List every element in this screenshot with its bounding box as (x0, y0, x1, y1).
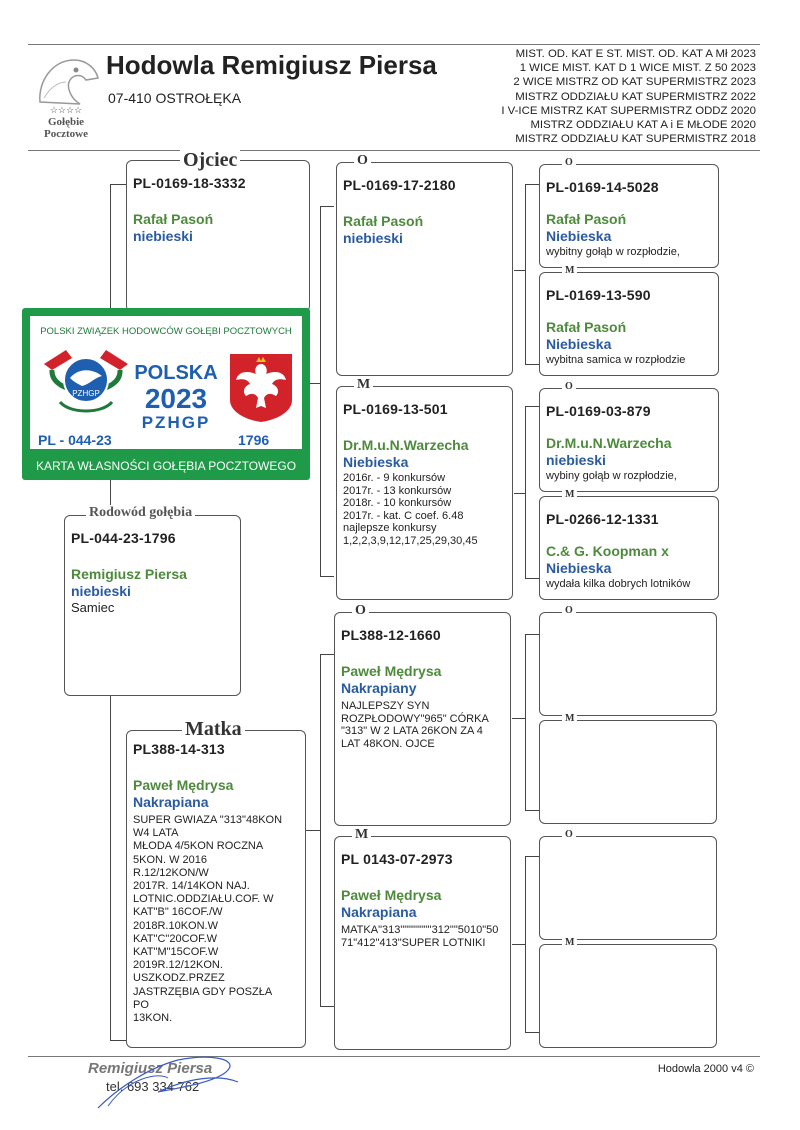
connector (514, 270, 525, 271)
card-ring-right: 1796 (238, 432, 270, 448)
mf-label: O (352, 603, 369, 619)
fmf-label: O (562, 381, 576, 392)
fmf-breeder: Dr.M.u.N.Warzecha (546, 435, 672, 451)
mmm-box (539, 944, 717, 1048)
fm-box (336, 386, 513, 600)
fff-color: Niebieska (546, 228, 612, 244)
mff-label: O (562, 605, 576, 616)
mfm-box (539, 720, 717, 824)
city: 07-410 OSTROŁĘKA (108, 90, 242, 106)
mother-box (126, 730, 306, 1048)
fm-breeder: Dr.M.u.N.Warzecha (343, 437, 469, 453)
connector (110, 184, 126, 185)
fmf-ring: PL-0169-03-879 (546, 403, 651, 419)
mm-box (334, 836, 511, 1050)
mf-breeder: Paweł Mędrysa (341, 663, 442, 679)
bird-sex: Samiec (71, 600, 115, 615)
connector-mf (525, 634, 526, 810)
note-line: 2017R. 14/14KON NAJ. (133, 880, 250, 893)
note-line: W4 LATA (133, 827, 179, 840)
note-line: 2018r. - 10 konkursów (343, 497, 452, 509)
note-line: 2017r. - kat. C coef. 6.48 (343, 509, 464, 522)
fmm-ring: PL-0266-12-1331 (546, 511, 659, 527)
connector (525, 634, 539, 635)
fm-ring: PL-0169-13-501 (343, 401, 448, 417)
mf-ring: PL388-12-1660 (341, 627, 441, 643)
note-line: KAT"M"15COF.W (133, 946, 219, 959)
card-year: 2023 (144, 383, 208, 414)
logo-text-1: Gołębie (47, 116, 85, 128)
pedigree-label: Rodowód gołębia (86, 505, 195, 521)
note-line: 2019R.12/12KON. (133, 959, 223, 972)
connector (525, 406, 539, 407)
connector (320, 206, 334, 207)
connector (320, 1006, 334, 1007)
connector (525, 1032, 539, 1033)
fmf-note: wybiny gołąb w rozpłodzie, (546, 470, 677, 482)
note-line: NAJLEPSZY SYN (341, 700, 430, 712)
mother-color: Nakrapiana (133, 794, 209, 810)
title-line: MISTRZ ODDZIAŁU KAT A i E MŁODE 2020 (530, 119, 756, 132)
note-line: 71"412"413"SUPER LOTNIKI (341, 936, 486, 949)
ffm-note: wybitna samica w rozpłodzie (546, 354, 686, 366)
card-footer: KARTA WŁASNOŚCI GOŁĘBIA POCZTOWEGO (35, 459, 297, 473)
page-title: Hodowla Remigiusz Piersa (106, 50, 437, 80)
card-union: POLSKI ZWIĄZEK HODOWCÓW GOŁĘBI POCZTOWYCH (40, 326, 292, 337)
connector (110, 1040, 126, 1041)
title-line: MISTRZ ODDZIAŁU KAT SUPERMISTRZ 2018 (515, 133, 756, 146)
connector (310, 383, 320, 384)
connector-mother (320, 654, 321, 1006)
titles-list (466, 47, 756, 146)
note-line: SUPER GWIAZA "313"48KON (133, 814, 283, 826)
ff-label: O (354, 153, 371, 169)
card-ring-left: PL - 044-23 (38, 432, 112, 448)
note-line: 13KON. (133, 1012, 173, 1025)
note-line: R.12/12KON/W (133, 866, 209, 879)
father-label: Ojciec (180, 149, 240, 172)
connector (512, 944, 525, 945)
title-line: 1 WICE MIST. KAT D 1 WICE MIST. Z 50 2023 (519, 62, 756, 75)
mf-box (334, 612, 511, 826)
connector (525, 578, 539, 579)
fm-label: M (354, 377, 373, 393)
emblem-text: PZHGP (72, 389, 100, 398)
fff-label: O (562, 157, 576, 168)
connector-fm (525, 406, 526, 578)
pzhgp-emblem-icon (36, 344, 136, 424)
fm-color: Niebieska (343, 454, 409, 470)
ff-breeder: Rafał Pasoń (343, 213, 424, 229)
fff-ring: PL-0169-14-5028 (546, 179, 659, 195)
connector-ff (525, 184, 526, 364)
father-color: niebieski (133, 228, 193, 244)
ff-ring: PL-0169-17-2180 (343, 177, 456, 193)
father-box (126, 160, 310, 312)
ff-color: niebieski (343, 230, 403, 246)
mmf-label: O (562, 829, 576, 840)
note-line: LOTNIC.ODDZIAŁU.COF. W (133, 893, 274, 906)
note-line: JASTRZĘBIA GDY POSZŁA (133, 985, 273, 998)
mf-notes (341, 700, 504, 750)
ffm-ring: PL-0169-13-590 (546, 287, 651, 303)
note-line: KAT"C"20COF.W (133, 932, 218, 945)
pigeon-head-icon (30, 52, 102, 112)
mm-breeder: Paweł Mędrysa (341, 887, 442, 903)
connector (525, 184, 539, 185)
connector (525, 856, 539, 857)
footer-software: Hodowla 2000 v4 © (657, 1063, 754, 1075)
connector (514, 493, 525, 494)
title-line: I V-ICE MISTRZ KAT SUPERMISTRZ ODDZ 2020 (501, 104, 756, 117)
title-line: MISTRZ ODDZIAŁU KAT SUPERMISTRZ 2022 (515, 90, 756, 103)
mother-notes (133, 814, 299, 1025)
logo (30, 52, 102, 142)
fmm-color: Niebieska (546, 560, 612, 576)
ffm-color: Niebieska (546, 336, 612, 352)
note-line: 2016r. - 9 konkursów (343, 472, 446, 484)
note-line: MATKA"313""""""""312""5010"50 (341, 924, 499, 936)
note-line: 1,2,2,3,9,12,17,25,29,30,45 (343, 534, 478, 547)
connector (525, 364, 539, 365)
connector (320, 576, 334, 577)
ffm-label: M (562, 265, 577, 276)
title-line: 2 WICE MISTRZ OD KAT SUPERMISTRZ 2023 (513, 76, 756, 89)
note-line: LAT 48KON. OJCE (341, 737, 435, 750)
father-ring: PL-0169-18-3332 (133, 175, 246, 191)
mm-ring: PL 0143-07-2973 (341, 851, 453, 867)
fmm-label: M (562, 489, 577, 500)
mfm-label: M (562, 713, 577, 724)
note-line: PO (133, 998, 149, 1011)
note-line: 2017r. - 13 konkursów (343, 484, 452, 497)
connector-mm (525, 856, 526, 1032)
note-line: USZKODZ.PRZEZ (133, 972, 225, 985)
fmf-color: niebieski (546, 452, 606, 468)
fmm-box (539, 496, 719, 600)
note-line: MŁODA 4/5KON ROCZNA (133, 840, 264, 853)
mm-notes (341, 924, 504, 949)
mm-label: M (352, 827, 371, 843)
note-line: KAT"B" 16COF./W (133, 906, 223, 919)
fff-note: wybitny gołąb w rozpłodzie, (546, 246, 680, 258)
signature-scribble-icon (88, 1048, 248, 1114)
mmf-box (539, 836, 717, 940)
card-center (128, 362, 224, 432)
connector-father (320, 206, 321, 576)
fmm-note: wydała kilka dobrych lotników (546, 578, 691, 590)
footer-phone: tel. 693 334 762 (106, 1079, 200, 1094)
fm-notes (343, 472, 506, 547)
note-line: ROZPŁODOWY"965" CÓRKA (341, 712, 489, 725)
mf-color: Nakrapiany (341, 680, 417, 696)
logo-stars: ☆☆☆☆ (49, 105, 83, 115)
bird-color: niebieski (71, 583, 131, 599)
card-country: POLSKA (134, 362, 218, 384)
ff-box (336, 162, 513, 376)
note-line: 2018R.10KON.W (133, 919, 218, 932)
card-org: PZHGP (141, 413, 211, 432)
fff-breeder: Rafał Pasoń (546, 211, 627, 227)
fff-box (539, 164, 719, 268)
mother-ring: PL388-14-313 (133, 741, 225, 757)
mmm-label: M (562, 937, 577, 948)
header-top-rule (28, 44, 760, 45)
polish-eagle-icon (226, 350, 296, 424)
logo-text-2: Pocztowe (44, 128, 88, 140)
header-bottom-rule (28, 150, 760, 151)
fmm-breeder: C.& G. Koopman x (546, 543, 669, 559)
note-line: "313" W 2 LATA 26KON ZA 4 (341, 725, 483, 737)
bird-breeder: Remigiusz Piersa (71, 566, 187, 582)
bird-box (64, 515, 241, 696)
bird-ring: PL-044-23-1796 (71, 530, 176, 546)
mff-box (539, 612, 717, 716)
connector (320, 654, 334, 655)
ffm-box (539, 272, 719, 376)
mother-label: Matka (182, 718, 245, 741)
footer-signature: Remigiusz Piersa (88, 1060, 213, 1077)
fmf-box (539, 388, 719, 492)
note-line: 5KON. W 2016 (133, 853, 207, 866)
title-line: MIST. OD. KAT E ST. MIST. OD. KAT A Mł 2023 (515, 48, 756, 60)
father-breeder: Rafał Pasoń (133, 211, 214, 227)
card-inner (30, 316, 302, 449)
connector (525, 810, 539, 811)
note-line: najlepsze konkursy (343, 522, 437, 534)
ffm-breeder: Rafał Pasoń (546, 319, 627, 335)
connector (306, 830, 320, 831)
mm-color: Nakrapiana (341, 904, 417, 920)
ownership-card (22, 308, 310, 480)
connector (512, 718, 525, 719)
mother-breeder: Paweł Mędrysa (133, 777, 234, 793)
